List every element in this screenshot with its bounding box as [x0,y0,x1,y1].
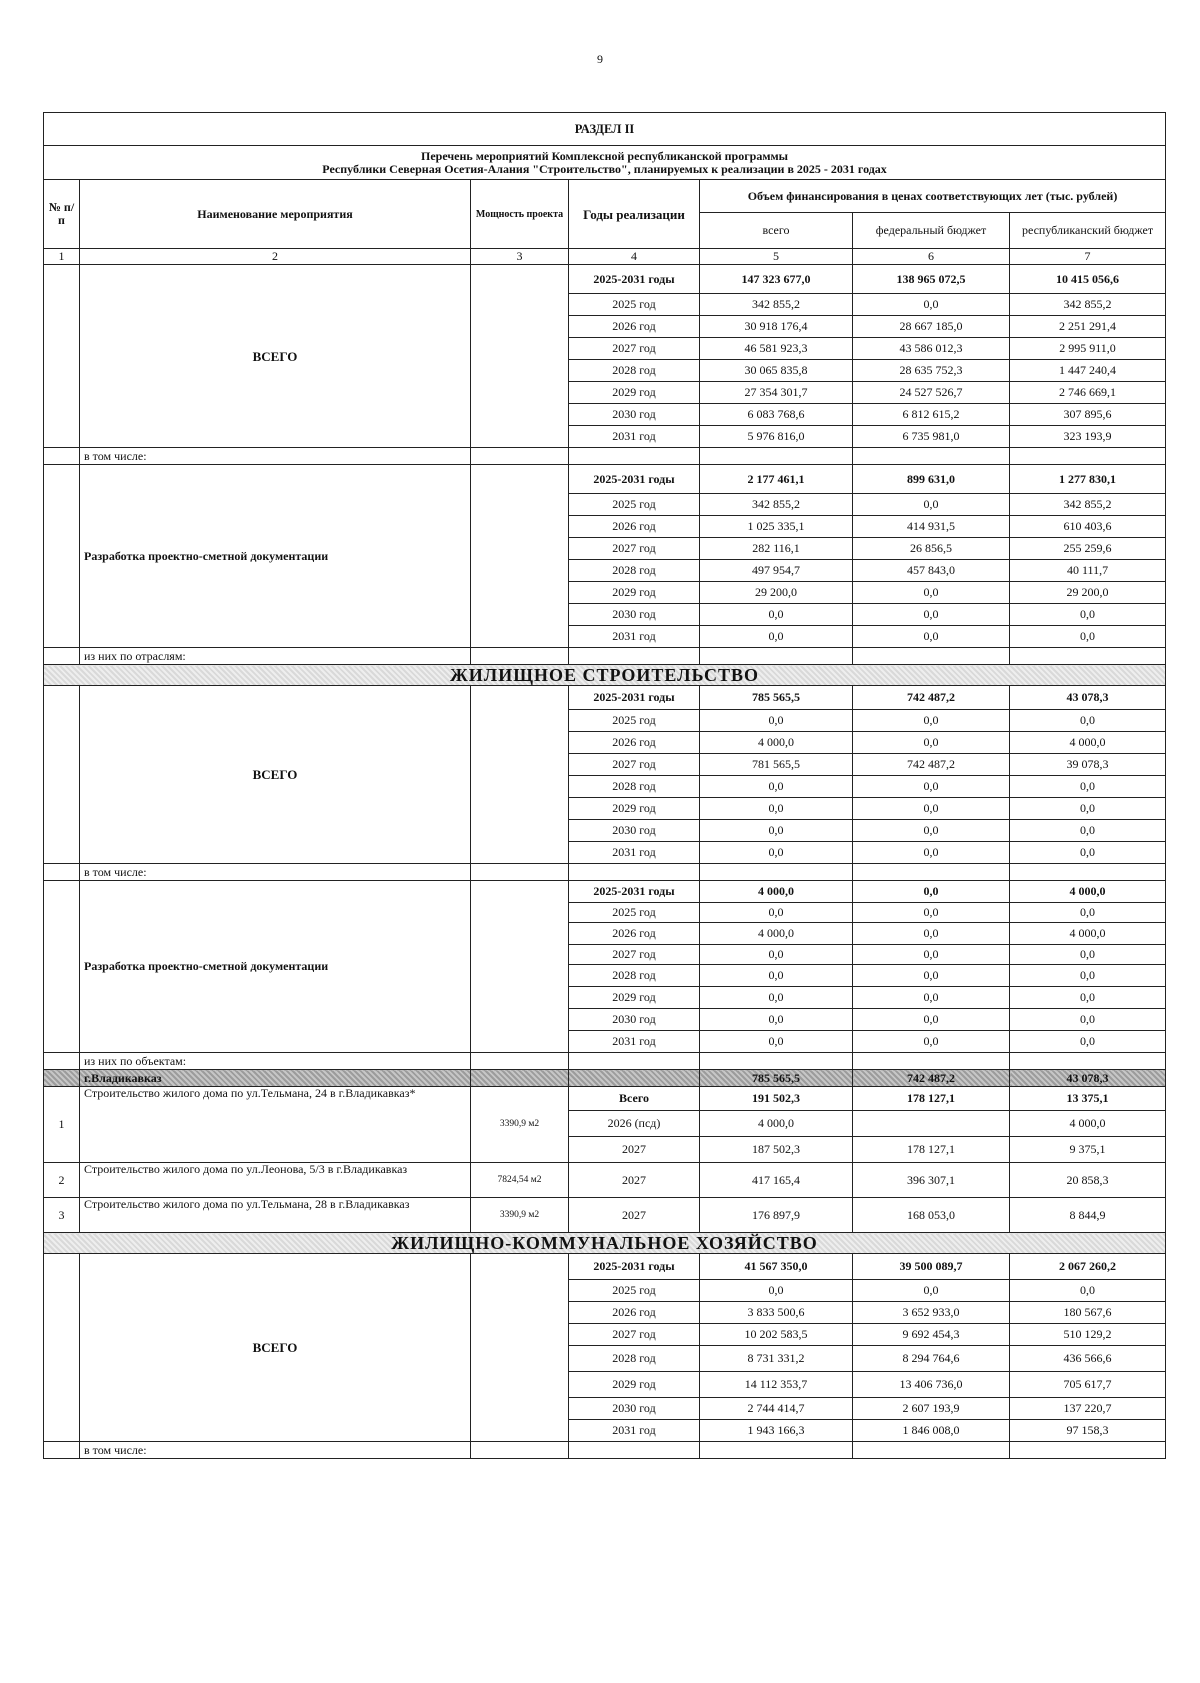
col-header-capacity: Мощность проекта [471,180,569,249]
year-row [44,1254,1166,1280]
federal-cell: 26 856,5 [853,538,1010,560]
republic-cell: 40 111,7 [1010,560,1166,582]
federal-cell: 0,0 [853,903,1010,923]
total-cell: 497 954,7 [700,560,853,582]
period-cell: 2026 год [569,516,700,538]
republic-cell: 137 220,7 [1010,1398,1166,1420]
total-cell: 176 897,9 [700,1198,853,1233]
federal-cell: 28 635 752,3 [853,360,1010,382]
period-cell: 2025-2031 годы [569,265,700,294]
empty-cell [569,864,700,881]
federal-cell: 28 667 185,0 [853,316,1010,338]
federal-cell: 899 631,0 [853,465,1010,494]
period-cell: 2025 год [569,710,700,732]
total-cell: 41 567 350,0 [700,1254,853,1280]
period-cell: 2025-2031 годы [569,1254,700,1280]
republic-cell: 9 375,1 [1010,1137,1166,1163]
period-cell: 2027 [569,1137,700,1163]
federal-cell: 742 487,2 [853,686,1010,710]
empty-cell [700,864,853,881]
total-cell: 785 565,5 [700,1070,853,1087]
page-number: 9 [597,52,603,66]
period-cell: 2025-2031 годы [569,686,700,710]
federal-cell: 0,0 [853,923,1010,945]
federal-cell: 0,0 [853,987,1010,1009]
year-row [44,265,1166,294]
period-cell: 2030 год [569,820,700,842]
subtitle-row [44,146,1166,180]
republic-cell: 0,0 [1010,1031,1166,1053]
num-cell [44,465,80,648]
total-cell: 10 202 583,5 [700,1324,853,1346]
republic-cell: 1 277 830,1 [1010,465,1166,494]
period-cell: 2029 год [569,987,700,1009]
period-cell: 2027 год [569,1324,700,1346]
capacity-cell [471,1254,569,1442]
note-text: из них по отраслям: [80,648,471,665]
republic-cell: 8 844,9 [1010,1198,1166,1233]
num-cell [44,265,80,448]
object-row [44,1087,1166,1111]
subtitle-line-2: Республики Северная Осетия-Алания "Строительство", планируемых к реализации в 2025 - 2031 годах [322,161,887,176]
block-label: ВСЕГО [80,686,471,864]
col-index: 7 [1010,249,1166,265]
total-cell: 4 000,0 [700,732,853,754]
republic-cell: 0,0 [1010,604,1166,626]
federal-cell: 414 931,5 [853,516,1010,538]
republic-cell: 4 000,0 [1010,732,1166,754]
federal-cell: 43 586 012,3 [853,338,1010,360]
num-cell [44,448,80,465]
total-cell: 0,0 [700,987,853,1009]
object-name: Строительство жилого дома по ул.Тельмана, 28 в г.Владикавказ [80,1198,471,1233]
column-header-row-1 [44,180,1166,213]
period-cell: 2031 год [569,626,700,648]
col-header-num: № п/п [44,180,80,249]
republic-cell: 13 375,1 [1010,1087,1166,1111]
federal-cell: 742 487,2 [853,1070,1010,1087]
federal-cell: 457 843,0 [853,560,1010,582]
period-cell: 2030 год [569,604,700,626]
col-index: 3 [471,249,569,265]
num-cell [44,864,80,881]
total-cell: 0,0 [700,776,853,798]
empty-cell [853,1442,1010,1459]
federal-cell: 9 692 454,3 [853,1324,1010,1346]
object-number: 3 [44,1198,80,1233]
republic-cell: 0,0 [1010,710,1166,732]
col-header-name: Наименование мероприятия [80,180,471,249]
federal-cell: 138 965 072,5 [853,265,1010,294]
col-header-years: Годы реализации [569,180,700,249]
num-cell [44,648,80,665]
col-index: 5 [700,249,853,265]
col-index: 4 [569,249,700,265]
empty-cell [569,1053,700,1070]
period-cell: 2027 год [569,538,700,560]
total-cell: 4 000,0 [700,923,853,945]
note-row [44,1442,1166,1459]
total-cell: 6 083 768,6 [700,404,853,426]
empty-cell [471,1442,569,1459]
federal-cell: 0,0 [853,776,1010,798]
total-cell: 5 976 816,0 [700,426,853,448]
republic-cell: 29 200,0 [1010,582,1166,604]
empty-cell [471,864,569,881]
total-cell: 2 744 414,7 [700,1398,853,1420]
period-cell: 2026 год [569,1302,700,1324]
total-cell: 187 502,3 [700,1137,853,1163]
republic-cell: 0,0 [1010,798,1166,820]
republic-cell: 43 078,3 [1010,1070,1166,1087]
section-title: РАЗДЕЛ II [44,113,1166,146]
empty-cell [853,448,1010,465]
republic-cell: 0,0 [1010,842,1166,864]
sector-header-row [44,1233,1166,1254]
empty-cell [1010,648,1166,665]
total-cell: 0,0 [700,1031,853,1053]
total-cell: 342 855,2 [700,294,853,316]
empty-cell [569,648,700,665]
empty-cell [700,648,853,665]
total-cell: 3 833 500,6 [700,1302,853,1324]
period-cell: 2028 год [569,965,700,987]
federal-cell: 13 406 736,0 [853,1372,1010,1398]
federal-cell: 0,0 [853,582,1010,604]
year-row [44,881,1166,903]
period-cell: 2026 год [569,316,700,338]
period-cell: 2026 год [569,923,700,945]
col-header-funding: Объем финансирования в ценах соответствующих лет (тыс. рублей) [700,180,1166,213]
col-index: 2 [80,249,471,265]
federal-cell: 6 812 615,2 [853,404,1010,426]
subtitle-line-1: Перечень мероприятий Комплексной республиканской программы [421,148,789,163]
republic-cell: 0,0 [1010,776,1166,798]
total-cell: 0,0 [700,710,853,732]
col-index: 1 [44,249,80,265]
federal-cell: 0,0 [853,965,1010,987]
period-cell: Всего [569,1087,700,1111]
federal-cell: 396 307,1 [853,1163,1010,1198]
total-cell: 0,0 [700,965,853,987]
capacity-cell [471,686,569,864]
object-name: Строительство жилого дома по ул.Леонова, 5/3 в г.Владикавказ [80,1163,471,1198]
period-cell: 2029 год [569,582,700,604]
sector-header-row [44,665,1166,686]
total-cell: 0,0 [700,604,853,626]
period-cell: 2027 год [569,754,700,776]
column-index-row [44,249,1166,265]
total-cell: 191 502,3 [700,1087,853,1111]
period-cell: 2028 год [569,1346,700,1372]
total-cell: 0,0 [700,842,853,864]
period-cell: 2030 год [569,1398,700,1420]
republic-cell: 2 746 669,1 [1010,382,1166,404]
total-cell: 4 000,0 [700,1111,853,1137]
republic-cell: 0,0 [1010,1009,1166,1031]
federal-cell: 0,0 [853,945,1010,965]
period-cell: 2030 год [569,1009,700,1031]
capacity-cell [471,265,569,448]
total-cell: 0,0 [700,1280,853,1302]
block-label: ВСЕГО [80,1254,471,1442]
republic-cell: 4 000,0 [1010,881,1166,903]
year-row [44,465,1166,494]
city-name: г.Владикавказ [80,1070,471,1087]
federal-cell: 0,0 [853,1280,1010,1302]
total-cell: 30 918 176,4 [700,316,853,338]
total-cell: 46 581 923,3 [700,338,853,360]
col-header-total: всего [700,213,853,249]
federal-cell: 0,0 [853,494,1010,516]
object-capacity: 7824,54 м2 [471,1163,569,1198]
total-cell: 0,0 [700,626,853,648]
federal-cell: 24 527 526,7 [853,382,1010,404]
object-name: Строительство жилого дома по ул.Тельмана, 24 в г.Владикавказ* [80,1087,471,1163]
num-cell [44,686,80,864]
federal-cell: 0,0 [853,1009,1010,1031]
program-table [43,112,1166,1459]
federal-cell: 6 735 981,0 [853,426,1010,448]
empty-cell [471,448,569,465]
period-cell: 2028 год [569,776,700,798]
federal-cell: 0,0 [853,881,1010,903]
republic-cell: 610 403,6 [1010,516,1166,538]
federal-cell: 0,0 [853,820,1010,842]
republic-cell: 323 193,9 [1010,426,1166,448]
period-cell: 2026 год [569,732,700,754]
object-number: 1 [44,1087,80,1163]
col-index: 6 [853,249,1010,265]
republic-cell: 0,0 [1010,945,1166,965]
republic-cell: 342 855,2 [1010,294,1166,316]
republic-cell: 180 567,6 [1010,1302,1166,1324]
republic-cell: 0,0 [1010,626,1166,648]
period-cell: 2028 год [569,360,700,382]
total-cell: 147 323 677,0 [700,265,853,294]
object-capacity: 3390,9 м2 [471,1198,569,1233]
period-cell: 2025 год [569,494,700,516]
object-number: 2 [44,1163,80,1198]
num-cell [44,1070,80,1087]
block-label: Разработка проектно-сметной документации [80,881,471,1053]
empty-cell [471,648,569,665]
total-cell: 282 116,1 [700,538,853,560]
sector-title: ЖИЛИЩНО-КОММУНАЛЬНОЕ ХОЗЯЙСТВО [44,1233,1166,1254]
period-cell: 2031 год [569,426,700,448]
period-cell: 2025 год [569,903,700,923]
total-cell: 27 354 301,7 [700,382,853,404]
note-row [44,448,1166,465]
empty-cell [853,864,1010,881]
empty-cell [853,1053,1010,1070]
federal-cell: 0,0 [853,710,1010,732]
period-cell: 2025 год [569,294,700,316]
note-text: из них по объектам: [80,1053,471,1070]
republic-cell: 1 447 240,4 [1010,360,1166,382]
note-row [44,864,1166,881]
total-cell: 0,0 [700,945,853,965]
empty-cell [1010,1053,1166,1070]
period-cell: 2029 год [569,382,700,404]
capacity-cell [471,881,569,1053]
federal-cell: 0,0 [853,732,1010,754]
period-cell: 2025-2031 годы [569,465,700,494]
federal-cell: 1 846 008,0 [853,1420,1010,1442]
republic-cell: 0,0 [1010,965,1166,987]
federal-cell: 742 487,2 [853,754,1010,776]
period-cell: 2025-2031 годы [569,881,700,903]
period-cell: 2028 год [569,560,700,582]
total-cell: 1 943 166,3 [700,1420,853,1442]
period-cell: 2026 (псд) [569,1111,700,1137]
period-cell: 2027 [569,1163,700,1198]
period-cell: 2027 [569,1198,700,1233]
republic-cell: 39 078,3 [1010,754,1166,776]
republic-cell: 2 251 291,4 [1010,316,1166,338]
period-cell: 2030 год [569,404,700,426]
republic-cell: 4 000,0 [1010,923,1166,945]
capacity-cell [471,465,569,648]
total-cell: 29 200,0 [700,582,853,604]
total-cell: 785 565,5 [700,686,853,710]
federal-cell: 0,0 [853,294,1010,316]
republic-cell: 2 995 911,0 [1010,338,1166,360]
block-label: ВСЕГО [80,265,471,448]
period-cell: 2031 год [569,1420,700,1442]
federal-cell: 3 652 933,0 [853,1302,1010,1324]
object-row [44,1163,1166,1198]
republic-cell: 0,0 [1010,903,1166,923]
year-row [44,686,1166,710]
empty-cell [700,1053,853,1070]
federal-cell: 0,0 [853,798,1010,820]
total-cell: 1 025 335,1 [700,516,853,538]
republic-cell: 0,0 [1010,987,1166,1009]
period-cell: 2027 год [569,945,700,965]
republic-cell: 4 000,0 [1010,1111,1166,1137]
total-cell: 0,0 [700,1009,853,1031]
empty-cell [569,1070,700,1087]
empty-cell [700,1442,853,1459]
total-cell: 30 065 835,8 [700,360,853,382]
total-cell: 4 000,0 [700,881,853,903]
republic-cell: 0,0 [1010,1280,1166,1302]
note-row [44,1053,1166,1070]
total-cell: 342 855,2 [700,494,853,516]
empty-cell [700,448,853,465]
total-cell: 417 165,4 [700,1163,853,1198]
federal-cell: 0,0 [853,626,1010,648]
period-cell: 2031 год [569,842,700,864]
republic-cell: 255 259,6 [1010,538,1166,560]
num-cell [44,881,80,1053]
republic-cell: 307 895,6 [1010,404,1166,426]
note-text: в том числе: [80,448,471,465]
col-header-federal: федеральный бюджет [853,213,1010,249]
total-cell: 2 177 461,1 [700,465,853,494]
empty-cell [1010,864,1166,881]
federal-cell: 168 053,0 [853,1198,1010,1233]
federal-cell: 0,0 [853,1031,1010,1053]
sector-title: ЖИЛИЩНОЕ СТРОИТЕЛЬСТВО [44,665,1166,686]
object-capacity: 3390,9 м2 [471,1087,569,1163]
total-cell: 0,0 [700,820,853,842]
republic-cell: 436 566,6 [1010,1346,1166,1372]
total-cell: 8 731 331,2 [700,1346,853,1372]
num-cell [44,1442,80,1459]
num-cell [44,1254,80,1442]
total-cell: 0,0 [700,903,853,923]
total-cell: 781 565,5 [700,754,853,776]
empty-cell [853,648,1010,665]
empty-cell [569,1442,700,1459]
federal-cell: 178 127,1 [853,1137,1010,1163]
note-row [44,648,1166,665]
republic-cell: 43 078,3 [1010,686,1166,710]
republic-cell: 510 129,2 [1010,1324,1166,1346]
empty-cell [471,1070,569,1087]
empty-cell [1010,1442,1166,1459]
period-cell: 2031 год [569,1031,700,1053]
federal-cell: 2 607 193,9 [853,1398,1010,1420]
republic-cell: 705 617,7 [1010,1372,1166,1398]
num-cell [44,1053,80,1070]
republic-cell: 342 855,2 [1010,494,1166,516]
federal-cell [853,1111,1010,1137]
block-label: Разработка проектно-сметной документации [80,465,471,648]
federal-cell: 0,0 [853,842,1010,864]
republic-cell: 2 067 260,2 [1010,1254,1166,1280]
federal-cell: 8 294 764,6 [853,1346,1010,1372]
empty-cell [1010,448,1166,465]
total-cell: 14 112 353,7 [700,1372,853,1398]
period-cell: 2029 год [569,1372,700,1398]
object-row [44,1198,1166,1233]
republic-cell: 0,0 [1010,820,1166,842]
note-text: в том числе: [80,864,471,881]
note-text: в том числе: [80,1442,471,1459]
empty-cell [569,448,700,465]
federal-cell: 178 127,1 [853,1087,1010,1111]
period-cell: 2025 год [569,1280,700,1302]
federal-cell: 0,0 [853,604,1010,626]
period-cell: 2029 год [569,798,700,820]
republic-cell: 20 858,3 [1010,1163,1166,1198]
period-cell: 2027 год [569,338,700,360]
total-cell: 0,0 [700,798,853,820]
republic-cell: 10 415 056,6 [1010,265,1166,294]
col-header-republic: республиканский бюджет [1010,213,1166,249]
city-row [44,1070,1166,1087]
republic-cell: 97 158,3 [1010,1420,1166,1442]
section-title-row [44,113,1166,146]
program-subtitle [44,146,1166,180]
empty-cell [471,1053,569,1070]
federal-cell: 39 500 089,7 [853,1254,1010,1280]
